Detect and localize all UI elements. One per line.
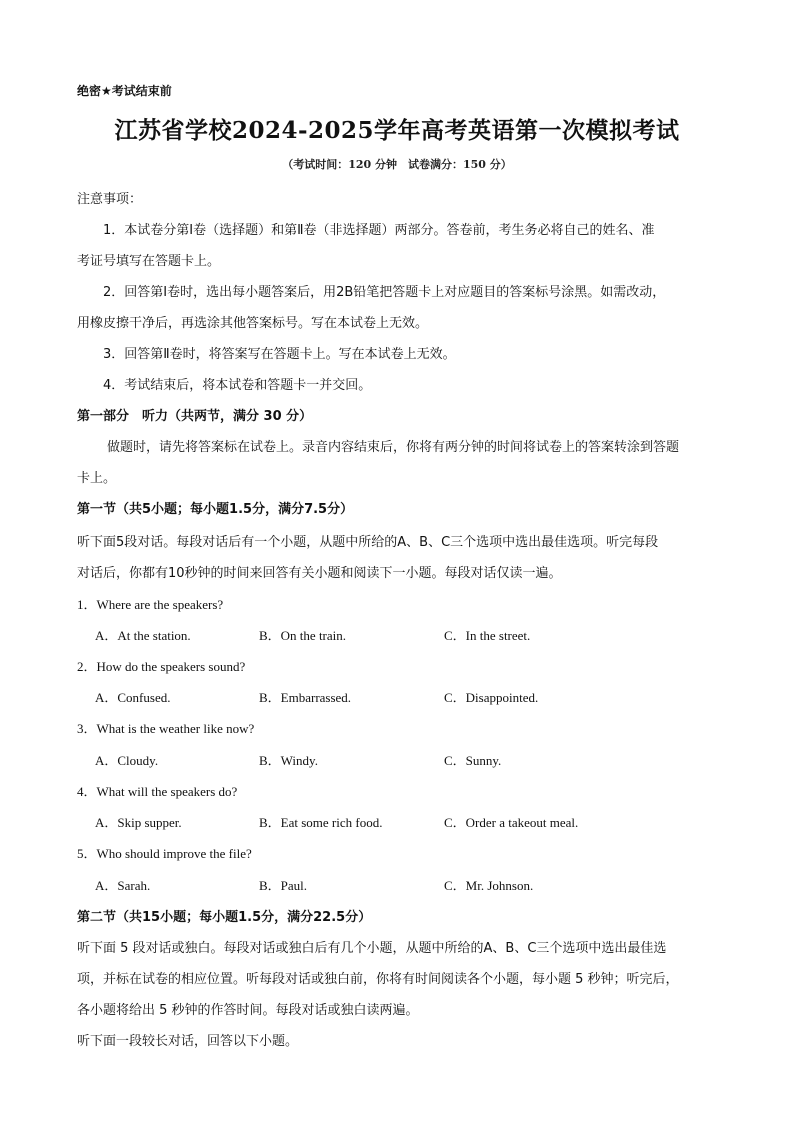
section1-desc-line1: 听下面5段对话。每段对话后有一个小题，从题中所给的A、B、C三个选项中选出最佳选项。听完每段 [77, 535, 659, 550]
exam-subtitle: （考试时间：120 分钟 试卷满分：150 分） [282, 158, 512, 171]
q2-option-a: A．Confused. [95, 690, 171, 705]
part1-intro-line1: 做题时，请先将答案标在试卷上。录音内容结束后，你将有两分钟的时间将试卷上的答案转涂到答题 [107, 440, 680, 455]
q4-option-c: C．Order a takeout meal. [444, 815, 579, 830]
q5-option-c: C．Mr. Johnson. [444, 878, 534, 893]
section2-desc-line3: 各小题将给出 5 秒钟的作答时间。每段对话或独白读两遍。 [77, 1003, 419, 1018]
section2-desc-line1: 听下面 5 段对话或独白。每段对话或独白后有几个小题，从题中所给的A、B、C三个选项中选出最佳选 [77, 941, 667, 956]
notice-item-1: 1．本试卷分第Ⅰ卷（选择题）和第Ⅱ卷（非选择题）两部分。答卷前，考生务必将自己的姓名、准 [103, 223, 655, 238]
q4-option-a: A．Skip supper. [95, 815, 182, 830]
secret-label: 绝密★考试结束前 [77, 84, 172, 98]
q3-option-b: B．Windy. [259, 753, 318, 768]
notice-item-2: 2．回答第Ⅰ卷时，选出每小题答案后，用2B铅笔把答题卡上对应题目的答案标号涂黑。如需改动， [103, 285, 666, 300]
notice-item-1-cont: 考证号填写在答题卡上。 [77, 254, 221, 269]
notice-item-2-cont: 用橡皮擦干净后，再选涂其他答案标号。写在本试卷上无效。 [77, 316, 429, 331]
q2-option-c: C．Disappointed. [444, 690, 539, 705]
q1-option-a: A．At the station. [95, 628, 191, 643]
q5-option-a: A．Sarah. [95, 878, 151, 893]
q1-option-c: C．In the street. [444, 628, 531, 643]
section1-desc-line2: 对话后，你都有10秒钟的时间来回答有关小题和阅读下一小题。每段对话仅读一遍。 [77, 566, 562, 581]
section1-heading: 第一节（共5小题；每小题1.5分，满分7.5分） [77, 502, 354, 517]
q2-option-b: B．Embarrassed. [259, 690, 352, 705]
section2-heading: 第二节（共15小题；每小题1.5分，满分22.5分） [77, 910, 372, 925]
exam-title: 江苏省学校2024-2025学年高考英语第一次模拟考试 [114, 117, 680, 144]
q5-option-b: B．Paul. [259, 878, 308, 893]
q3-option-a: A．Cloudy. [95, 753, 159, 768]
notice-heading: 注意事项： [77, 192, 143, 207]
q1-option-b: B．On the train. [259, 628, 347, 643]
question-3: 3．What is the weather like now? [77, 721, 255, 736]
part1-intro-line2: 卡上。 [77, 471, 117, 486]
question-5: 5．Who should improve the file? [77, 846, 252, 861]
section2-desc-line2: 项，并标在试卷的相应位置。听每段对话或独白前，你将有时间阅读各个小题，每小题 5 秒钟；听完后， [77, 972, 679, 987]
question-4: 4．What will the speakers do? [77, 784, 238, 799]
question-1: 1．Where are the speakers? [77, 597, 224, 612]
section2-instruction: 听下面一段较长对话，回答以下小题。 [77, 1034, 299, 1049]
notice-item-3: 3．回答第Ⅱ卷时，将答案写在答题卡上。写在本试卷上无效。 [103, 347, 456, 362]
question-2: 2．How do the speakers sound? [77, 659, 246, 674]
part1-heading: 第一部分 听力（共两节，满分 30 分） [77, 409, 313, 424]
q4-option-b: B．Eat some rich food. [259, 815, 383, 830]
q3-option-c: C．Sunny. [444, 753, 502, 768]
notice-item-4: 4．考试结束后，将本试卷和答题卡一并交回。 [103, 378, 372, 393]
